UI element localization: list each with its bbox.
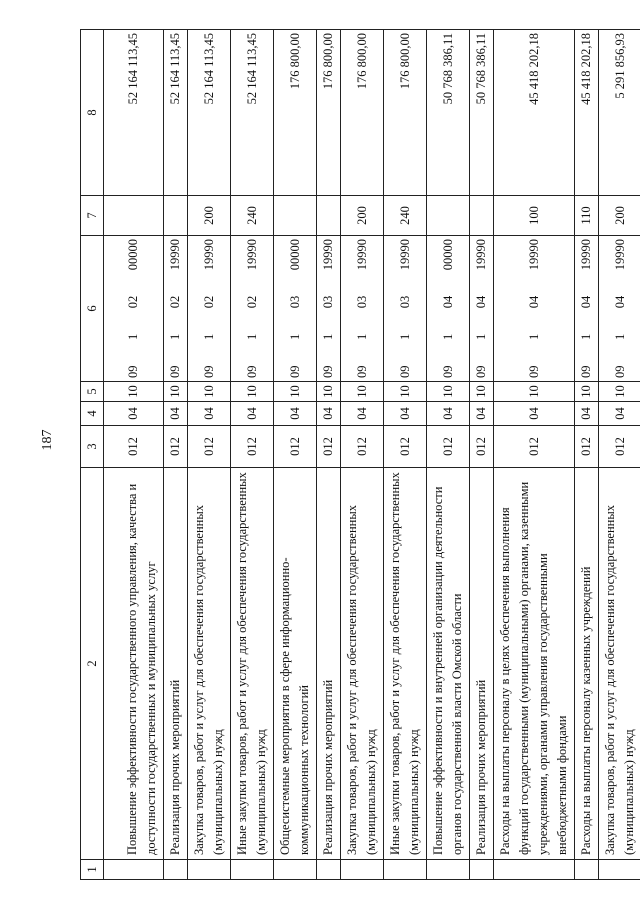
header-cell-5: 5 — [81, 382, 104, 402]
admin-code-cell: 012 — [494, 426, 575, 468]
target-article-part: 19990 — [244, 239, 259, 271]
expense-type-cell: 240 — [384, 196, 427, 236]
item-name-cell: Повышение эффективности государственного управления, качества и доступности государственных и муниципальных услуг — [104, 468, 164, 860]
section-code-cell: 04 — [274, 402, 317, 426]
target-article-cell — [274, 236, 317, 382]
target-article-parts — [439, 236, 458, 381]
admin-code-cell: 012 — [575, 426, 599, 468]
target-article-part: 00000 — [287, 239, 302, 271]
target-article-part: 00000 — [440, 239, 455, 271]
target-article-parts — [200, 236, 219, 381]
section-code-cell: 04 — [104, 402, 164, 426]
target-article-parts — [525, 236, 544, 381]
subsection-code-cell: 10 — [341, 382, 384, 402]
item-name-cell: Реализация прочих мероприятий — [164, 468, 188, 860]
target-article-part: 04 — [440, 295, 455, 309]
target-article-cell — [188, 236, 231, 382]
target-article-part: 1 — [201, 333, 216, 340]
amount-cell: 45 418 202,18 — [575, 30, 599, 196]
target-article-part: 1 — [287, 333, 302, 340]
target-article-parts — [243, 236, 262, 381]
expense-type-cell: 100 — [494, 196, 575, 236]
target-article-part: 1 — [612, 333, 627, 340]
target-article-cell — [104, 236, 164, 382]
item-name-cell: Расходы на выплаты персоналу в целях обеспечения выполнения функций государственными (муниципальными) органами, казенными учреждениями, органами управления государственными внебюджетными фондами — [494, 468, 575, 860]
target-article-part: 19990 — [474, 239, 488, 271]
target-article-part: 09 — [168, 365, 182, 378]
target-article-cell — [317, 236, 341, 382]
target-article-parts — [124, 236, 143, 381]
target-article-cell — [599, 236, 640, 382]
table-row — [470, 30, 494, 880]
target-article-parts — [353, 236, 372, 381]
target-article-parts — [472, 236, 491, 381]
expense-type-cell — [164, 196, 188, 236]
item-name-cell: Реализация прочих мероприятий — [470, 468, 494, 860]
section-code-cell: 04 — [341, 402, 384, 426]
subsection-code-cell: 10 — [384, 382, 427, 402]
row-number-cell — [341, 860, 384, 880]
subsection-code-cell: 10 — [317, 382, 341, 402]
row-number-cell — [164, 860, 188, 880]
target-article-part: 19990 — [354, 239, 369, 271]
target-article-part: 1 — [354, 333, 369, 340]
target-article-cell — [427, 236, 470, 382]
section-code-cell: 04 — [164, 402, 188, 426]
rotated-table-container — [80, 30, 636, 880]
row-number-cell — [104, 860, 164, 880]
row-number-cell — [274, 860, 317, 880]
target-article-part: 19990 — [397, 239, 412, 271]
budget-table — [80, 29, 640, 880]
target-article-part: 09 — [397, 365, 412, 378]
target-article-part: 09 — [579, 365, 593, 378]
expense-type-cell: 200 — [341, 196, 384, 236]
subsection-code-cell: 10 — [164, 382, 188, 402]
expense-type-cell — [104, 196, 164, 236]
target-article-part: 09 — [474, 365, 488, 378]
header-cell-1: 1 — [81, 860, 104, 880]
admin-code-cell: 012 — [384, 426, 427, 468]
target-article-part: 19990 — [168, 239, 182, 271]
subsection-code-cell: 10 — [599, 382, 640, 402]
amount-cell: 50 768 386,11 — [470, 30, 494, 196]
target-article-part: 03 — [287, 295, 302, 309]
target-article-part: 09 — [321, 365, 335, 378]
target-article-part: 1 — [474, 333, 488, 340]
target-article-part: 09 — [440, 365, 455, 378]
target-article-part: 19990 — [579, 239, 593, 271]
table-row — [164, 30, 188, 880]
admin-code-cell: 012 — [427, 426, 470, 468]
target-article-parts — [611, 236, 630, 381]
target-article-parts — [166, 236, 185, 381]
target-article-part: 02 — [168, 295, 182, 309]
target-article-part: 09 — [287, 365, 302, 378]
expense-type-cell — [427, 196, 470, 236]
row-number-cell — [427, 860, 470, 880]
amount-cell: 52 164 113,45 — [164, 30, 188, 196]
item-name-cell: Иные закупки товаров, работ и услуг для обеспечения государственных (муниципальных) нужд — [231, 468, 274, 860]
subsection-code-cell: 10 — [231, 382, 274, 402]
target-article-part: 19990 — [526, 239, 541, 271]
item-name-cell: Реализация прочих мероприятий — [317, 468, 341, 860]
target-article-part: 1 — [168, 333, 182, 340]
target-article-part: 00000 — [126, 239, 140, 271]
header-row — [81, 30, 104, 880]
target-article-part: 04 — [612, 295, 627, 309]
admin-code-cell: 012 — [470, 426, 494, 468]
header-cell-2: 2 — [81, 468, 104, 860]
target-article-part: 02 — [201, 295, 216, 309]
target-article-part: 09 — [201, 365, 216, 378]
target-article-part: 1 — [440, 333, 455, 340]
item-name-cell: Закупка товаров, работ и услуг для обеспечения государственных (муниципальных) нужд — [341, 468, 384, 860]
row-number-cell — [231, 860, 274, 880]
row-number-cell — [494, 860, 575, 880]
item-name-cell: Закупка товаров, работ и услуг для обеспечения государственных (муниципальных) нужд — [599, 468, 640, 860]
expense-type-cell — [274, 196, 317, 236]
target-article-cell — [231, 236, 274, 382]
section-code-cell: 04 — [575, 402, 599, 426]
table-row — [274, 30, 317, 880]
table-row — [341, 30, 384, 880]
admin-code-cell: 012 — [164, 426, 188, 468]
table-row — [575, 30, 599, 880]
admin-code-cell: 012 — [231, 426, 274, 468]
target-article-part: 09 — [354, 365, 369, 378]
target-article-part: 03 — [354, 295, 369, 309]
subsection-code-cell: 10 — [427, 382, 470, 402]
target-article-part: 03 — [397, 295, 412, 309]
table-row — [104, 30, 164, 880]
section-code-cell: 04 — [384, 402, 427, 426]
admin-code-cell: 012 — [317, 426, 341, 468]
expense-type-cell: 200 — [599, 196, 640, 236]
admin-code-cell: 012 — [599, 426, 640, 468]
expense-type-cell — [317, 196, 341, 236]
page-number: 187 — [40, 429, 55, 451]
table-row — [231, 30, 274, 880]
subsection-code-cell: 10 — [104, 382, 164, 402]
target-article-parts — [396, 236, 415, 381]
amount-cell: 5 291 856,93 — [599, 30, 640, 196]
row-number-cell — [599, 860, 640, 880]
target-article-part: 1 — [321, 333, 335, 340]
target-article-part: 1 — [526, 333, 541, 340]
item-name-cell: Повышение эффективности и внутренней организации деятельности органов государственной власти Омской области — [427, 468, 470, 860]
section-code-cell: 04 — [599, 402, 640, 426]
amount-cell: 176 800,00 — [317, 30, 341, 196]
target-article-cell — [494, 236, 575, 382]
admin-code-cell: 012 — [274, 426, 317, 468]
target-article-part: 04 — [474, 295, 488, 309]
subsection-code-cell: 10 — [274, 382, 317, 402]
admin-code-cell: 012 — [188, 426, 231, 468]
header-cell-6: 6 — [81, 236, 104, 382]
target-article-part: 19990 — [612, 239, 627, 271]
admin-code-cell: 012 — [341, 426, 384, 468]
amount-cell: 176 800,00 — [341, 30, 384, 196]
target-article-part: 1 — [579, 333, 593, 340]
expense-type-cell: 200 — [188, 196, 231, 236]
subsection-code-cell: 10 — [188, 382, 231, 402]
item-name-cell: Закупка товаров, работ и услуг для обеспечения государственных (муниципальных) нужд — [188, 468, 231, 860]
table-row — [494, 30, 575, 880]
target-article-part: 09 — [526, 365, 541, 378]
row-number-cell — [470, 860, 494, 880]
subsection-code-cell: 10 — [575, 382, 599, 402]
item-name-cell: Иные закупки товаров, работ и услуг для обеспечения государственных (муниципальных) нужд — [384, 468, 427, 860]
amount-cell: 52 164 113,45 — [104, 30, 164, 196]
expense-type-cell — [470, 196, 494, 236]
target-article-part: 02 — [244, 295, 259, 309]
target-article-part: 09 — [126, 365, 140, 378]
target-article-part: 1 — [126, 333, 140, 340]
table-row — [188, 30, 231, 880]
expense-type-cell: 240 — [231, 196, 274, 236]
target-article-part: 09 — [244, 365, 259, 378]
table-row — [384, 30, 427, 880]
target-article-part: 02 — [126, 295, 140, 309]
target-article-part: 1 — [244, 333, 259, 340]
row-number-cell — [575, 860, 599, 880]
target-article-cell — [575, 236, 599, 382]
table-row — [599, 30, 640, 880]
target-article-cell — [470, 236, 494, 382]
subsection-code-cell: 10 — [494, 382, 575, 402]
item-name-cell: Расходы на выплаты персоналу казенных учреждений — [575, 468, 599, 860]
amount-cell: 45 418 202,18 — [494, 30, 575, 196]
header-cell-7: 7 — [81, 196, 104, 236]
header-cell-4: 4 — [81, 402, 104, 426]
section-code-cell: 04 — [427, 402, 470, 426]
target-article-part: 04 — [526, 295, 541, 309]
target-article-cell — [384, 236, 427, 382]
table-row — [427, 30, 470, 880]
target-article-part: 04 — [579, 295, 593, 309]
header-cell-8: 8 — [81, 30, 104, 196]
target-article-part: 03 — [321, 295, 335, 309]
header-cell-3: 3 — [81, 426, 104, 468]
section-code-cell: 04 — [494, 402, 575, 426]
target-article-part: 09 — [612, 365, 627, 378]
row-number-cell — [384, 860, 427, 880]
row-number-cell — [317, 860, 341, 880]
target-article-cell — [164, 236, 188, 382]
amount-cell: 176 800,00 — [274, 30, 317, 196]
row-number-cell — [188, 860, 231, 880]
admin-code-cell: 012 — [104, 426, 164, 468]
amount-cell: 176 800,00 — [384, 30, 427, 196]
target-article-parts — [577, 236, 596, 381]
table-body — [81, 30, 640, 880]
section-code-cell: 04 — [231, 402, 274, 426]
amount-cell: 52 164 113,45 — [188, 30, 231, 196]
table-row — [317, 30, 341, 880]
amount-cell: 50 768 386,11 — [427, 30, 470, 196]
subsection-code-cell: 10 — [470, 382, 494, 402]
item-name-cell: Общесистемные мероприятия в сфере информационно-коммуникационных технологий — [274, 468, 317, 860]
section-code-cell: 04 — [317, 402, 341, 426]
target-article-part: 19990 — [201, 239, 216, 271]
section-code-cell: 04 — [188, 402, 231, 426]
target-article-parts — [319, 236, 338, 381]
target-article-parts — [286, 236, 305, 381]
section-code-cell: 04 — [470, 402, 494, 426]
target-article-part: 19990 — [321, 239, 335, 271]
target-article-part: 1 — [397, 333, 412, 340]
target-article-cell — [341, 236, 384, 382]
amount-cell: 52 164 113,45 — [231, 30, 274, 196]
expense-type-cell: 110 — [575, 196, 599, 236]
